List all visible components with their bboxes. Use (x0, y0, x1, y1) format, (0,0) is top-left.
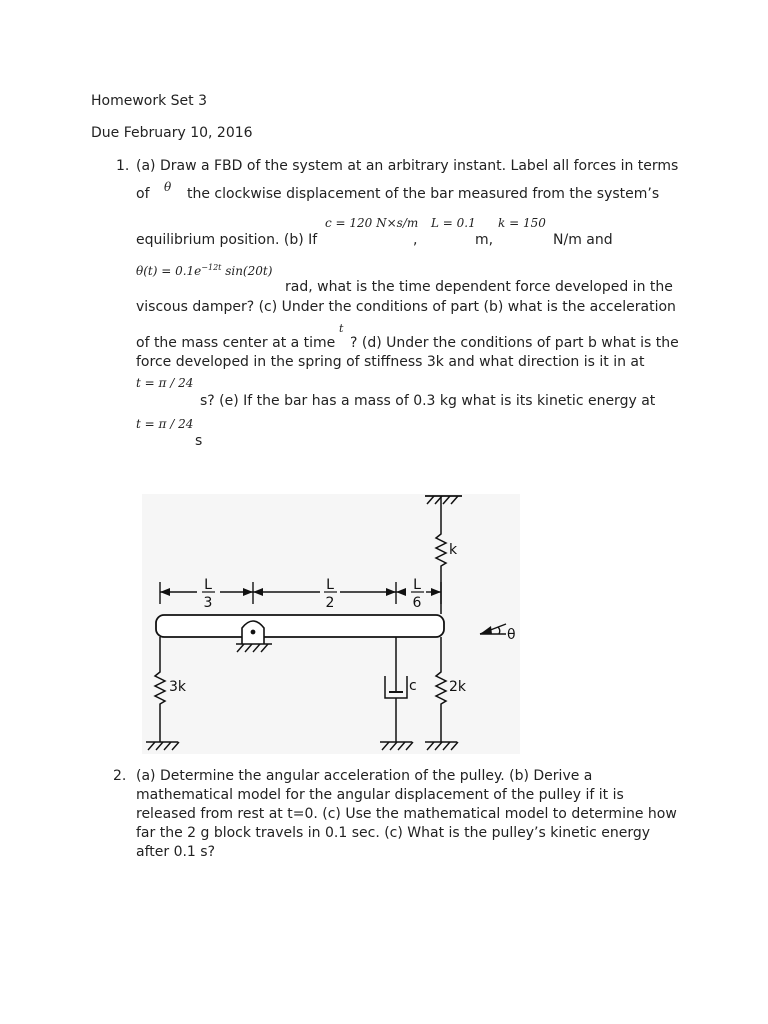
problem-1-line-3d: N/m and (553, 232, 613, 248)
equation-time-1: t = π / 24 (136, 376, 194, 390)
problem-2-line-5: after 0.1 s? (136, 844, 216, 860)
problem-1-line-6a: of the mass center at a time (136, 335, 336, 351)
problem-2-line-4: far the 2 g block travels in 0.1 sec. (c) What is the pulley’s kinetic energy (136, 825, 651, 841)
problem-1-line-1: (a) Draw a FBD of the system at an arbitrary instant. Label all forces in terms (136, 158, 679, 174)
label-L-half: L (326, 577, 334, 593)
theta-symbol: θ (164, 180, 172, 194)
spring-2k-label: 2k (449, 679, 467, 695)
equation-theta: $\theta(t) = 0.1e^{-12t}$ sin(20t) (136, 263, 273, 278)
problem-2-line-3: released from rest at t=0. (c) Use the mathematical model to determine how (136, 806, 677, 822)
problem-1-line-3a: equilibrium position. (b) If (136, 232, 318, 248)
problem-2-line-1: (a) Determine the angular acceleration of the pulley. (b) Derive a (136, 768, 593, 784)
damper-c-label: c (409, 678, 417, 694)
denominator-3: 3 (203, 595, 213, 611)
equation-stiffness: k = 150 (498, 216, 546, 230)
spring-k-label: k (449, 542, 458, 558)
problem-2-number: 2. (113, 768, 127, 784)
homework-title: Homework Set 3 (91, 93, 208, 109)
problem-1-line-3c: m, (475, 232, 494, 248)
problem-1-line-8: s? (e) If the bar has a mass of 0.3 kg what is its kinetic energy at (200, 393, 656, 409)
problem-1-line-7: force developed in the spring of stiffness 3k and what direction is it in at (136, 354, 645, 370)
equation-time-2: t = π / 24 (136, 417, 194, 431)
due-date: Due February 10, 2016 (91, 125, 253, 141)
denominator-2: 2 (325, 595, 335, 611)
equation-length: L = 0.1 (431, 216, 476, 230)
problem-1-line-6b: ? (d) Under the conditions of part b what is the (350, 335, 679, 351)
equation-damping: c = 120 N×s/m (325, 216, 419, 230)
problem-1-line-4: rad, what is the time dependent force developed in the (285, 279, 673, 295)
spring-3k-label: 3k (169, 679, 187, 695)
pin-joint (251, 630, 256, 635)
theta-label: θ (507, 627, 516, 643)
label-L-third: L (204, 577, 212, 593)
problem-1-number: 1. (116, 158, 130, 174)
problem-1-line-3b: , (413, 232, 418, 248)
problem-1-of: of (136, 186, 150, 202)
bar-spring-damper-figure (140, 486, 530, 756)
problem-1-line-5: viscous damper? (c) Under the conditions of part (b) what is the acceleration (136, 299, 676, 315)
problem-1-line-2: the clockwise displacement of the bar measured from the system’s (187, 186, 660, 202)
problem-2-line-2: mathematical model for the angular displacement of the pulley if it is (136, 787, 624, 803)
problem-1-line-9: s (195, 433, 203, 449)
rigid-bar (156, 615, 444, 637)
label-L-sixth: L (413, 577, 421, 593)
t-symbol: t (339, 322, 344, 335)
denominator-6: 6 (412, 595, 422, 611)
